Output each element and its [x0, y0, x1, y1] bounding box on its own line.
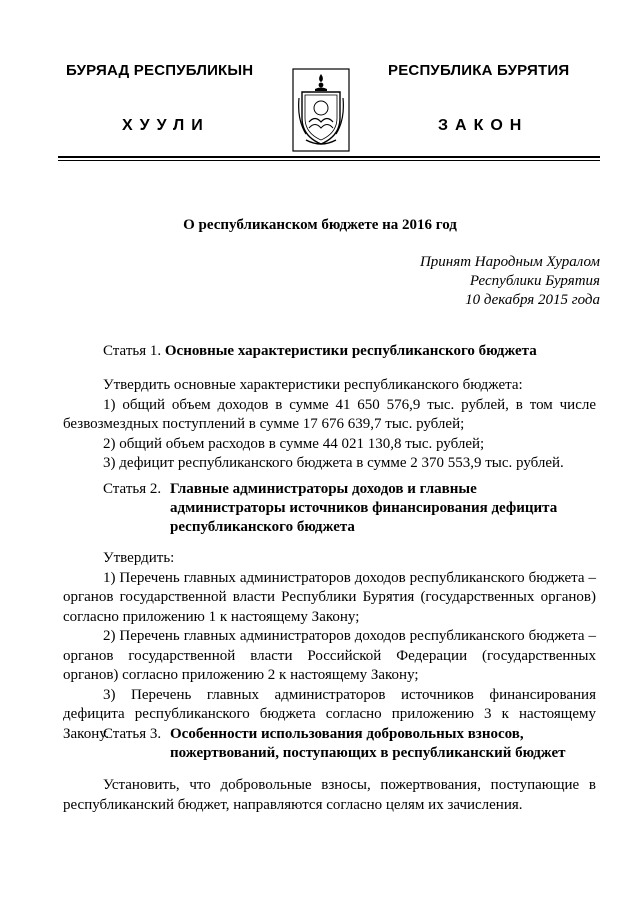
- article-2-title: [170, 480, 600, 537]
- adoption-line: Республики Бурятия: [469, 273, 600, 289]
- header-rule-thick: [58, 156, 600, 158]
- article-3-title: [170, 725, 600, 763]
- article-3-heading: [103, 725, 161, 744]
- article-title-line: Особенности использования добровольных взносов,: [170, 726, 524, 742]
- paragraph: 2) Перечень главных администраторов доходов республиканского бюджета – органов государственной власти Российской Федерации (государственных органов) согласно приложению 2 к настоящему Закону;: [63, 628, 596, 683]
- article-3-body: [63, 776, 596, 815]
- article-2-heading: [103, 480, 161, 499]
- header-left-title: БУРЯАД РЕСПУБЛИКЫН: [66, 62, 254, 79]
- article-1-heading: [103, 342, 603, 362]
- header-right-title: РЕСПУБЛИКА БУРЯТИЯ: [388, 62, 570, 79]
- article-title: Основные характеристики республиканского бюджета: [164, 343, 537, 359]
- article-label: Статья 1.: [103, 343, 162, 359]
- paragraph: Установить, что добровольные взносы, пожертвования, поступающие в республиканский бюджет, направляются согласно целям их зачисления.: [63, 777, 596, 813]
- paragraph: Утвердить:: [103, 550, 175, 566]
- article-title-line: республиканского бюджета: [170, 519, 355, 535]
- article-title-line: пожертвований, поступающих в республиканский бюджет: [170, 745, 566, 761]
- article-label: Статья 3.: [103, 726, 162, 742]
- paragraph: 1) общий объем доходов в сумме 41 650 576,9 тыс. рублей, в том числе безвозмездных поступлений в сумме 17 676 639,7 тыс. рублей;: [63, 396, 596, 432]
- header-rule-thin: [58, 160, 600, 161]
- header-left-subtitle: ХУУЛИ: [122, 117, 210, 134]
- coat-of-arms-icon: [292, 68, 350, 152]
- article-1-body: [63, 376, 596, 474]
- article-label: Статья 2.: [103, 481, 162, 497]
- article-title-line: Главные администраторы доходов и главные: [170, 481, 477, 497]
- adoption-block: [420, 253, 600, 310]
- paragraph: Утвердить основные характеристики республиканского бюджета:: [103, 377, 523, 393]
- paragraph: 3) дефицит республиканского бюджета в сумме 2 370 553,9 тыс. рублей.: [103, 455, 564, 471]
- adoption-line: 10 декабря 2015 года: [465, 292, 600, 308]
- article-title-line: администраторы источников финансирования дефицита: [170, 500, 558, 516]
- article-2-body: [63, 549, 596, 744]
- paragraph: 2) общий объем расходов в сумме 44 021 130,8 тыс. рублей;: [103, 435, 485, 452]
- paragraph: 1) Перечень главных администраторов доходов республиканского бюджета – органов государственной власти Республики Бурятия (государственных органов) согласно приложению 1 к настоящему Закону;: [63, 569, 596, 625]
- paragraph: 3) Перечень главных администраторов источников финансирования дефицита республиканского бюджета согласно приложению 3 к настоящему Закону.: [63, 686, 596, 742]
- header-right-subtitle: ЗАКОН: [438, 117, 529, 134]
- document-title: О республиканском бюджете на 2016 год: [183, 217, 457, 233]
- adoption-line: Принят Народным Хуралом: [419, 254, 600, 270]
